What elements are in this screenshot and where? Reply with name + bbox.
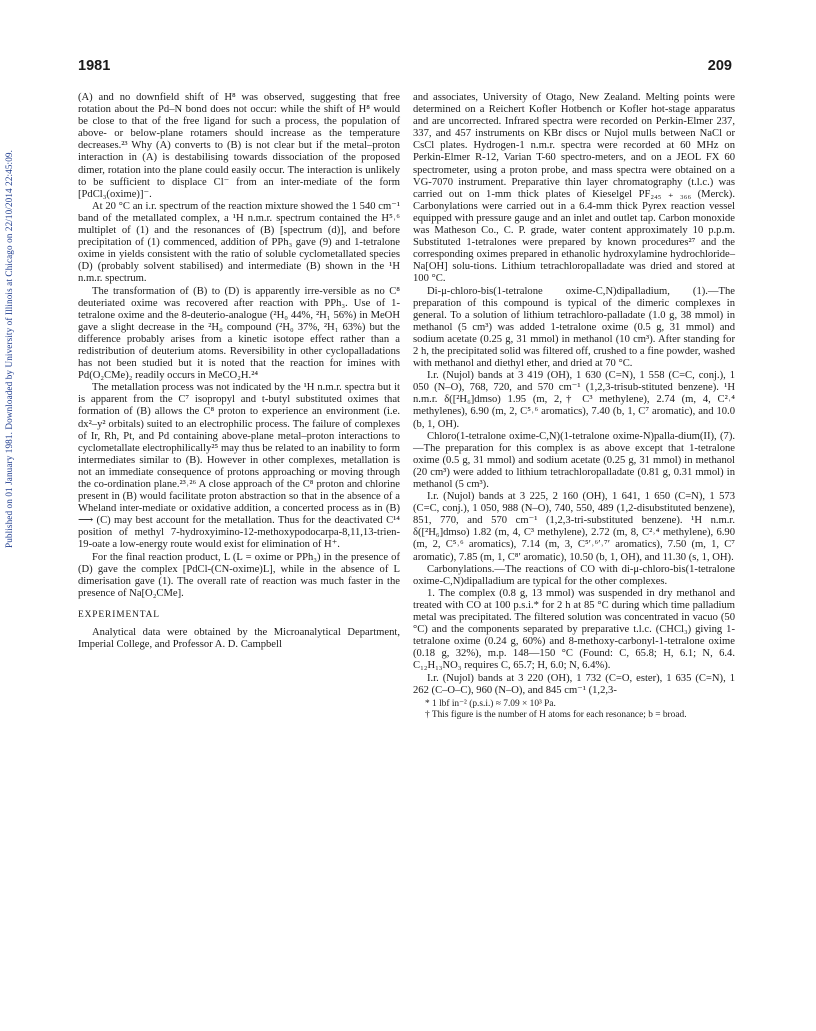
footnote: † This figure is the number of H atoms for each resonance; b = broad. xyxy=(425,709,687,720)
paragraph: 1. The complex (0.8 g, 13 mmol) was suspended in dry methanol and treated with CO at 100 p.s.i.* for 2 h at 85 °C during which time palladium metal was precipitated. The filtered solution was concentrated in vacuo (50 °C) and the components separated by preparative t.l.c. (CHCl₃) giving 1-tetralone oxime (0.24 g, 60%) and 8-methoxy-carbonyl-1-tetralone oxime (0.18 g, 32%), m.p. 148—150 °C (Found: C, 65.8; H, 6.1; N, 6.4. C₁₂H₁₃NO₃ requires C, 65.7; H, 6.0; N, 6.4%). xyxy=(413,587,735,672)
paragraph: Carbonylations.—The reactions of CO with di-μ-chloro-bis(1-tetralone oxime-C,N)dipalladium are typical for the other complexes. xyxy=(413,563,735,587)
paragraph: I.r. (Nujol) bands at 3 220 (OH), 1 732 (C=O, ester), 1 635 (C=N), 1 262 (C–O–C), 960 (N–O), and 845 cm⁻¹ (1,2,3- xyxy=(413,672,735,696)
paragraph: The transformation of (B) to (D) is apparently irre-versible as no C⁸ deuteriated oxime was recovered after reaction with PPh₃. Use of 1-tetralone oxime and the 8-deuterio-analogue (²H₀ 44%, ²H₁ 56%) in MeOH gave a slight decrease in the ²H₀ compound (²H₀ 37%, ²H₁ 63%) but the difference probably arises from a kinetic isotope effect rather than a redistribution of deuterium atoms. Reversibility in other cyclopalladations has not been studied but it is noted that the reaction for imines with Pd(O₂CMe)₂ readily occurs in MeCO₂H.²⁴ xyxy=(78,285,400,382)
page-year: 1981 xyxy=(78,58,111,74)
section-heading: EXPERIMENTAL xyxy=(78,609,160,620)
page-number: 209 xyxy=(707,58,732,74)
paragraph: At 20 °C an i.r. spectrum of the reaction mixture showed the 1 540 cm⁻¹ band of the metallated complex, a ¹H n.m.r. spectrum contained the H⁵˒⁶ multiplet of (1) and the resonances of (B) [spectrum (d)], and before precipitation of (1) commenced, addition of PPh₃ gave (9) and 1-tetralone oxime in yields consistent with the ratio of soluble cyclometallated species (D) (probably solvent stabilised) and intermediate (B) shown in the ¹H n.m.r. spectrum. xyxy=(78,200,400,285)
right-column xyxy=(413,92,735,721)
footnotes xyxy=(413,699,735,721)
paragraph: Di-μ-chloro-bis(1-tetralone oxime-C,N)dipalladium, (1).—The preparation of this compound is typical of the dimeric complexes in general. To a solution of lithium tetrachloro-palladate (1.0 g, 38 mmol) in methanol (5 cm³) was added 1-tetralone oxime (0.5 g, 31 mmol) and sodium acetate (0.25 g, 31 mmol) in methanol (10 cm³). After standing for 2 h, the precipitated solid was filtered off, crushed to a fine powder, washed with methanol and diethyl ether, and dried at 70 °C. xyxy=(413,285,735,370)
left-column xyxy=(78,92,400,651)
paragraph: I.r. (Nujol) bands at 3 225, 2 160 (OH), 1 641, 1 650 (C=N), 1 573 (C=C, conj.), 1 050, 988 (N–O), 740, 550, 489 (1,2-disubstituted benzene), 851, 770, and 570 cm⁻¹ (1,2,3-tri-substituted benzene). ¹H n.m.r. δ([²H₆]dmso) 1.82 (m, 4, C³ methylene), 2.72 (m, 8, C²˒⁴ methylene), 6.90 (m, 2, C⁵˒⁶ aromatics), 7.14 (m, 3, C⁵′˒⁶′˒⁷′ aromatics), 7.50 (m, 1, C⁷ aromatic), 7.85 (m, 1, C⁸′ aromatic), 10.50 (b, 1, OH), and 11.30 (s, 1, OH). xyxy=(413,491,735,563)
paragraph: Analytical data were obtained by the Microanalytical Department, Imperial College, and Professor A. D. Campbell xyxy=(78,627,400,651)
paragraph: (A) and no downfield shift of H⁸ was observed, suggesting that free rotation about the Pd–N bond does not occur: while the shift of H⁸ would be close to that of the free ligand for such a process, the population of above- or below-plane rotamers should increase as the temperature decreases.²³ Why (A) converts to (B) is not clear but if the metal–proton interaction in (A) is destabilising towards dissociation of the proposed dimer, rotation into the plane could easily occur. The interaction is unlikely to be sufficient to displace Cl⁻ from an inter-mediate of the form [PdCl₃(oxime)]⁻. xyxy=(78,92,400,200)
paragraph: The metallation process was not indicated by the ¹H n.m.r. spectra but it is apparent from the C⁷ isopropyl and t-butyl substituted oximes that formation of (B) allows the C⁸ proton to experience an environment (i.e. dx²–y² orbitals) suited to an electrophilic process. The failure of complexes of Ir, Rh, Pt, and Pd containing above-plane metal–proton interactions to cyclometallate electrophilically²⁵ may thus be related to an inability to form intermediates similar to (B). However in other complexes, metallation is not an immediate consequence of protons approaching or moving through the co-ordination plane.²³˒²⁶ A close approach of the C⁸ proton and chlorine present in (B) would facilitate proton abstraction so that in the absence of a Wheland inter-mediate or oxidative addition, a concerted process as in (B) ⟶ (C) may best account for the metallation. Thus for the deactivated C¹⁴ position of methyl 7-hydroxyimino-12-methoxypodocarpa-8,11,13-trien-19-oate a low-energy route would exist for elimination of H⁺. xyxy=(78,382,400,551)
paragraph: and associates, University of Otago, New Zealand. Melting points were determined on a Reichert Kofler Hotbench or Kofler hot-stage apparatus and are uncorrected. Infrared spectra were recorded on Perkin-Elmer 237, 337, and 457 instruments on KBr discs or Nujol mulls between NaCl or CsCl plates. Hydrogen-1 n.m.r. spectra were recorded at 60 MHz on Perkin-Elmer R-12, Varian T-60 spectro-meters, and on a JEOL FX 60 spectrometer, using a proton probe, and mass spectra were obtained on a VG-7070 instrument. Preparative thin layer chromatography (t.l.c.) was carried out on 1-mm thick plates of Kieselgel PF₂₄₅ ₊ ₃₆₆ (Merck). Carbonylations were carried out in a 6.4-mm thick Pyrex reaction vessel equipped with pressure gauge and an inlet and outlet tap. Carbon monoxide was Matheson Co., C. P. grade, water content approximately 10 p.p.m. Substituted 1-tetralones were prepared by known procedures²⁷ and the corresponding oximes prepared in ethanolic hydroxylamine hydrochloride–Na[OH] solu-tions. Lithium tetrachloropalladate was dried and stored at 100 °C. xyxy=(413,92,735,285)
download-note: Published on 01 January 1981. Downloaded by University of Illinois at Chicago on 22/10/2014 22:45:09. xyxy=(4,150,14,548)
paragraph: Chloro(1-tetralone oxime-C,N)(1-tetralone oxime-N)palla-dium(II), (7).—The preparation for this complex is as above except that 1-tetralone oxime (0.5 g, 31 mmol) and sodium acetate (0.25 g, 31 mmol) in methanol (20 cm³) were added to lithium tetrachloropalladate (0.81 g, 0.31 mmol) in methanol (5 cm³). xyxy=(413,430,735,490)
footnote: * 1 lbf in⁻² (p.s.i.) ≈ 7.09 × 10³ Pa. xyxy=(425,698,556,709)
paragraph: For the final reaction product, L (L = oxime or PPh₃) in the presence of (D) gave the complex [PdCl-(CN-oxime)L], while in the absence of L dimerisation gave (1). The overall rate of reaction was much faster in the presence of Na[O₂CMe]. xyxy=(78,551,400,599)
paragraph: I.r. (Nujol) bands at 3 419 (OH), 1 630 (C=N), 1 558 (C=C, conj.), 1 050 (N–O), 768, 720, and 570 cm⁻¹ (1,2,3-trisub-stituted benzene). ¹H n.m.r. δ([²H₆]dmso) 1.95 (m, 2,† C³ methylene), 2.74 (m, 4, C²˒⁴ methylenes), 6.90 (m, 2, C⁵˒⁶ aromatics), 7.40 (b, 1, C⁷ aromatic), and 10.0 (b, 1, OH). xyxy=(413,370,735,430)
